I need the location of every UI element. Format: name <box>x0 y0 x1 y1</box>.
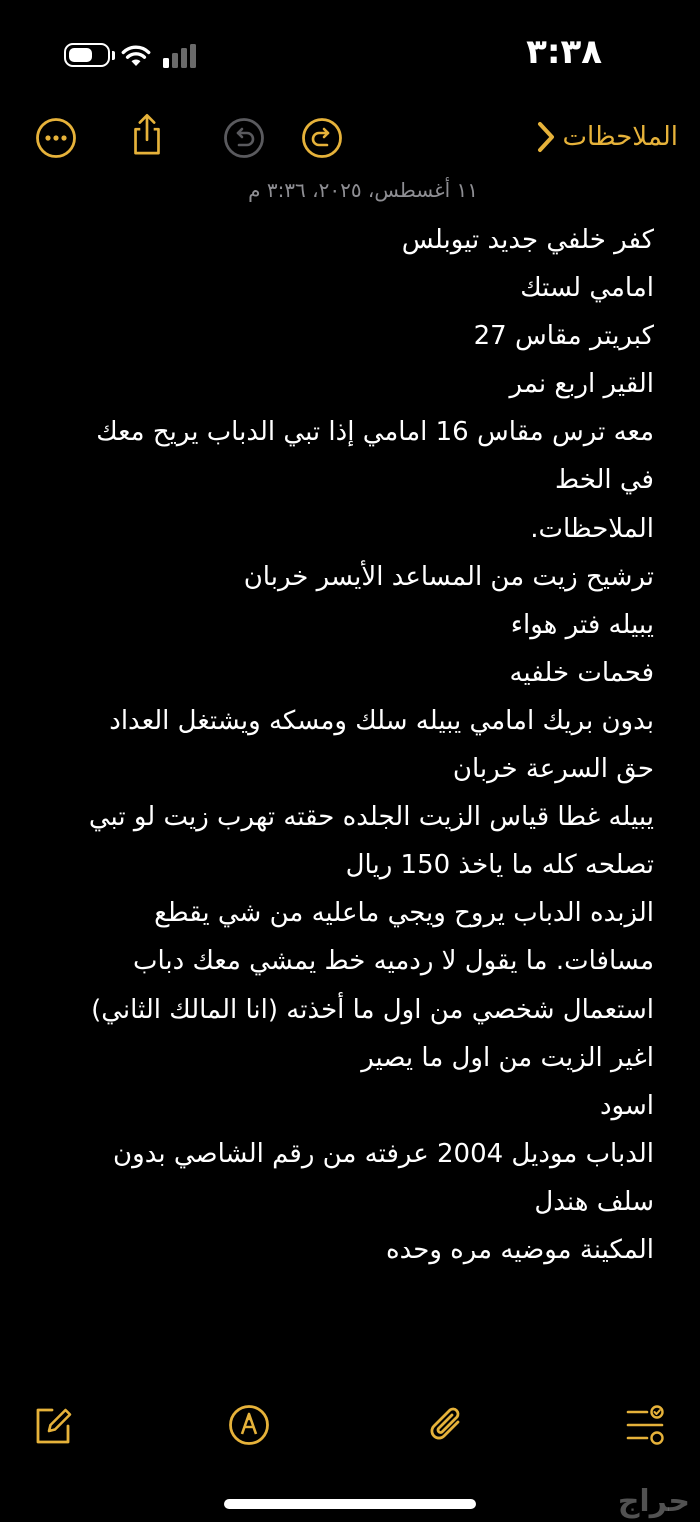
share-icon[interactable] <box>125 112 169 156</box>
back-button[interactable] <box>535 112 679 162</box>
status-time: ٣:٣٨ <box>526 32 602 72</box>
note-line[interactable]: اسود <box>599 1090 654 1121</box>
note-line[interactable]: كبريتر مقاس 27 <box>473 321 654 352</box>
wifi-icon <box>120 42 152 68</box>
battery-icon <box>64 43 110 67</box>
status-bar <box>0 0 700 110</box>
note-line[interactable]: حق السرعة خربان <box>452 754 654 785</box>
battery-cap <box>112 51 115 60</box>
signal-icon <box>162 44 200 68</box>
attachment-icon[interactable] <box>426 1404 468 1446</box>
undo-icon <box>222 116 266 160</box>
note-line[interactable]: استعمال شخصي من اول ما أخذته (انا المالك الثاني) <box>91 994 654 1025</box>
more-icon[interactable] <box>34 116 78 160</box>
compose-icon[interactable] <box>32 1404 74 1446</box>
note-line[interactable]: كفر خلفي جديد تيوبلس <box>401 225 654 255</box>
back-label: الملاحظات <box>562 122 678 152</box>
note-line[interactable]: يبيله فتر هواء <box>510 609 654 640</box>
note-line[interactable]: ترشيح زيت من المساعد الأيسر خربان <box>243 561 654 592</box>
note-line[interactable]: في الخط <box>555 465 654 496</box>
checklist-icon[interactable] <box>624 1404 666 1446</box>
note-line[interactable]: اغير الزيت من اول ما يصير <box>361 1042 654 1073</box>
note-line[interactable]: الزبده الدباب يروح ويجي ماعليه من شي يقطع <box>154 898 654 929</box>
note-line[interactable]: فحمات خلفيه <box>509 657 654 688</box>
note-line[interactable]: بدون بريك امامي يبيله سلك ومسكه ويشتغل العداد <box>109 705 654 736</box>
note-line[interactable]: تصلحه كله ما ياخذ 150 ريال <box>345 850 654 881</box>
note-line[interactable]: معه ترس مقاس 16 امامي إذا تبي الدباب يريح معك <box>96 417 654 448</box>
note-date: ١١ أغسطس، ٢٠٢٥، ٣:٣٦ م <box>248 178 478 202</box>
chevron-right-icon <box>535 120 557 154</box>
note-line[interactable]: القير اربع نمر <box>509 369 654 400</box>
haraj-watermark: حراج <box>617 1484 690 1519</box>
note-body[interactable] <box>44 216 654 1274</box>
note-line[interactable]: سلف هندل <box>534 1186 654 1217</box>
markup-icon[interactable] <box>228 1404 270 1446</box>
redo-icon[interactable] <box>300 116 344 160</box>
note-line[interactable]: الدباب موديل 2004 عرفته من رقم الشاصي بدون <box>113 1138 654 1169</box>
note-line[interactable]: يبيله غطا قياس الزيت الجلده حقته تهرب زيت لو تبي <box>88 802 654 833</box>
note-line[interactable]: امامي لستك <box>520 273 654 304</box>
home-indicator[interactable] <box>224 1499 476 1509</box>
note-line[interactable]: الملاحظات. <box>530 513 654 544</box>
battery-fill <box>69 48 92 62</box>
note-line[interactable]: مسافات. ما يقول لا ردميه خط يمشي معك دباب <box>133 946 654 977</box>
note-line[interactable]: المكينة موضيه مره وحده <box>386 1234 654 1265</box>
